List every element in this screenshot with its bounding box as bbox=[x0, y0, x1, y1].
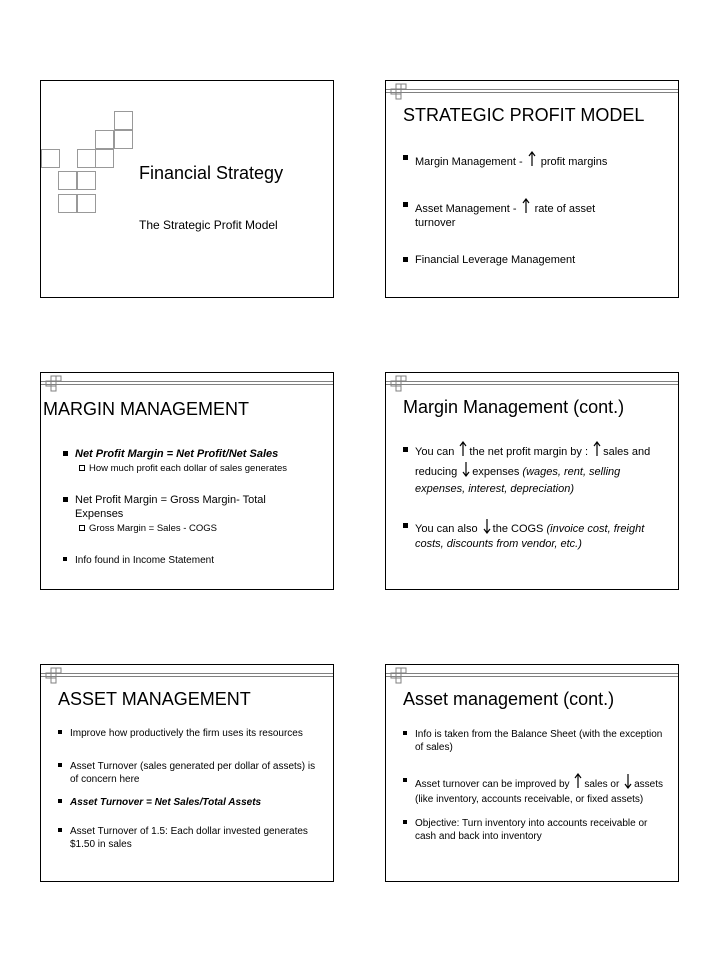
slide-title: Margin Management (cont.) bbox=[403, 397, 625, 417]
bullet-asset-turnover-concern: Asset Turnover (sales generated per dollar of assets) is of concern here bbox=[58, 760, 330, 786]
bullet-asset-management: Asset Management - rate of asset turnover bbox=[403, 198, 673, 230]
slide-title: MARGIN MANAGEMENT bbox=[43, 399, 250, 419]
arrow-up-icon bbox=[574, 773, 582, 789]
arrow-up-icon bbox=[522, 198, 530, 214]
bullet-objective: Objective: Turn inventory into accounts receivable or cash and back into inventory bbox=[403, 817, 675, 843]
slide-margin-management bbox=[40, 372, 334, 590]
bullet-asset-turnover-improve: Asset turnover can be improved by sales or assets (like inventory, accounts receivable, or fixed assets) bbox=[403, 773, 675, 807]
bullet-decrease-cogs: You can also the COGS (invoice cost, freight costs, discounts from vendor, etc.) bbox=[403, 518, 675, 552]
bullet-income-statement: Info found in Income Statement bbox=[63, 554, 328, 567]
arrow-up-icon bbox=[593, 441, 601, 457]
arrow-down-icon bbox=[462, 461, 470, 477]
sub-bullet: Gross Margin = Sales - COGS bbox=[79, 523, 329, 535]
slide-asset-management bbox=[40, 664, 334, 882]
slide-title: ASSET MANAGEMENT bbox=[58, 689, 251, 709]
arrow-up-icon bbox=[528, 151, 536, 167]
slide-title: STRATEGIC PROFIT MODEL bbox=[403, 105, 645, 125]
slide-subtitle: The Strategic Profit Model bbox=[139, 218, 278, 232]
slide-strategic-profit-model bbox=[385, 80, 679, 298]
corner-grid-icon bbox=[389, 667, 411, 685]
corner-grid-icon bbox=[389, 83, 411, 101]
slide-financial-strategy bbox=[40, 80, 334, 298]
arrow-up-icon bbox=[459, 441, 467, 457]
bullet-asset-turnover-example: Asset Turnover of 1.5: Each dollar invested generates $1.50 in sales bbox=[58, 825, 330, 851]
arrow-down-icon bbox=[624, 773, 632, 789]
corner-grid-icon bbox=[44, 667, 66, 685]
slide-margin-management-cont bbox=[385, 372, 679, 590]
bullet-net-profit-margin: Net Profit Margin = Net Profit/Net Sales bbox=[63, 447, 328, 461]
bullet-gross-margin: Net Profit Margin = Gross Margin- Total Expenses bbox=[63, 493, 328, 521]
sub-bullet: How much profit each dollar of sales generates bbox=[79, 463, 329, 475]
bullet-balance-sheet: Info is taken from the Balance Sheet (with the exception of sales) bbox=[403, 728, 675, 754]
slide-title: Financial Strategy bbox=[139, 163, 284, 183]
bullet-financial-leverage: Financial Leverage Management bbox=[403, 253, 673, 267]
bullet-increase-net-profit: You can the net profit margin by : sales and reducing expenses (wages, rent, selling expenses, interest, depreciation) bbox=[403, 441, 675, 498]
arrow-down-icon bbox=[483, 518, 491, 534]
corner-grid-icon bbox=[44, 375, 66, 393]
corner-grid-icon bbox=[389, 375, 411, 393]
slide-asset-management-cont bbox=[385, 664, 679, 882]
bullet-margin-management: Margin Management - profit margins bbox=[403, 151, 673, 169]
bullet-improve-productivity: Improve how productively the firm uses its resources bbox=[58, 727, 330, 740]
slide-title: Asset management (cont.) bbox=[403, 689, 615, 709]
bullet-asset-turnover-formula: Asset Turnover = Net Sales/Total Assets bbox=[58, 796, 330, 809]
